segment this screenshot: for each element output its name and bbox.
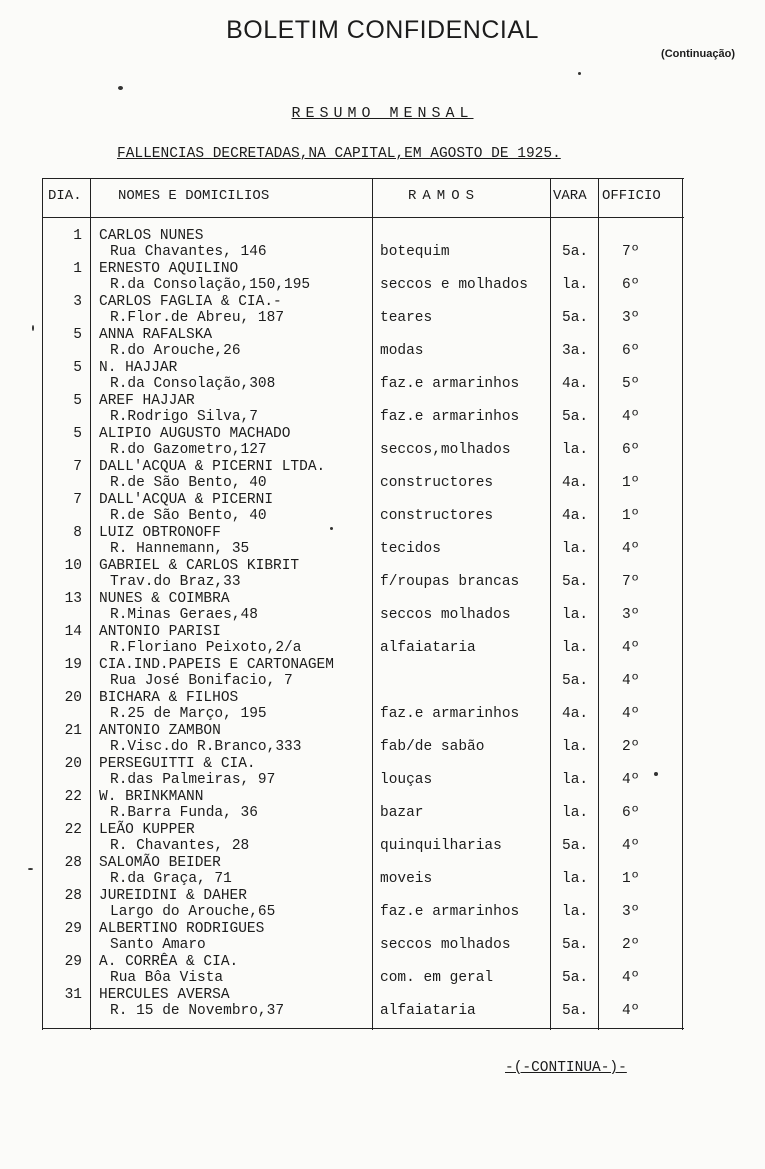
- row-name: CARLOS NUNES: [99, 228, 204, 244]
- document-title: BOLETIM CONFIDENCIAL: [226, 16, 539, 44]
- row-branch: tecidos: [380, 541, 441, 557]
- row-address: R.de São Bento, 40: [110, 508, 267, 524]
- column-divider-name: [372, 178, 373, 1030]
- row-name: NUNES & COIMBRA: [99, 591, 230, 607]
- row-court: 3a.: [562, 343, 589, 359]
- row-day: 20: [64, 690, 82, 706]
- row-office: 6º: [622, 343, 640, 359]
- row-day: 3: [73, 294, 82, 310]
- table-top-border: [42, 178, 684, 179]
- row-address: R.da Graça, 71: [110, 871, 232, 887]
- row-address: R.das Palmeiras, 97: [110, 772, 276, 788]
- continuation-label: (Continuação): [661, 48, 735, 60]
- row-address: R. Hannemann, 35: [110, 541, 250, 557]
- row-day: 28: [64, 855, 82, 871]
- summary-subtitle-text: RESUMO MENSAL: [291, 105, 474, 122]
- row-day: 1: [73, 228, 82, 244]
- row-court: 4a.: [562, 508, 589, 524]
- bankruptcy-table: [42, 178, 684, 1030]
- row-office: 4º: [622, 838, 640, 854]
- row-office: 4º: [622, 409, 640, 425]
- row-court: la.: [562, 640, 589, 656]
- row-court: 4a.: [562, 376, 589, 392]
- row-name: ANTONIO PARISI: [99, 624, 221, 640]
- ink-speck: [28, 868, 33, 870]
- row-office: 5º: [622, 376, 640, 392]
- row-office: 4º: [622, 1003, 640, 1019]
- row-name: CARLOS FAGLIA & CIA.-: [99, 294, 282, 310]
- row-branch: seccos,molhados: [380, 442, 511, 458]
- row-address: Rua José Bonifacio, 7: [110, 673, 293, 689]
- row-address: R.Floriano Peixoto,2/a: [110, 640, 302, 656]
- row-day: 22: [64, 789, 82, 805]
- row-branch: quinquilharias: [380, 838, 502, 854]
- row-address: Rua Bôa Vista: [110, 970, 224, 986]
- continues-footer: [505, 1060, 627, 1076]
- row-day: 5: [73, 393, 82, 409]
- row-office: 1º: [622, 871, 640, 887]
- row-branch: botequim: [380, 244, 450, 260]
- row-court: la.: [562, 277, 589, 293]
- row-name: ALIPIO AUGUSTO MACHADO: [99, 426, 291, 442]
- row-branch: fab/de sabão: [380, 739, 485, 755]
- row-office: 6º: [622, 805, 640, 821]
- row-day: 28: [64, 888, 82, 904]
- row-address: R.do Gazometro,127: [110, 442, 267, 458]
- row-court: la.: [562, 871, 589, 887]
- row-office: 4º: [622, 772, 640, 788]
- row-court: 5a.: [562, 970, 589, 986]
- row-office: 4º: [622, 706, 640, 722]
- row-address: R.do Arouche,26: [110, 343, 241, 359]
- row-office: 7º: [622, 244, 640, 260]
- row-court: 5a.: [562, 244, 589, 260]
- table-bottom-border: [42, 1028, 684, 1029]
- row-day: 5: [73, 360, 82, 376]
- row-branch: seccos molhados: [380, 937, 511, 953]
- row-court: la.: [562, 607, 589, 623]
- row-office: 2º: [622, 937, 640, 953]
- table-header-border: [42, 217, 684, 218]
- ink-speck: [118, 86, 123, 90]
- row-office: 6º: [622, 277, 640, 293]
- row-court: la.: [562, 904, 589, 920]
- row-day: 10: [64, 558, 82, 574]
- row-branch: faz.e armarinhos: [380, 409, 520, 425]
- row-branch: alfaiataria: [380, 640, 476, 656]
- row-address: Santo Amaro: [110, 937, 206, 953]
- row-day: 1: [73, 261, 82, 277]
- row-day: 5: [73, 426, 82, 442]
- row-branch: faz.e armarinhos: [380, 706, 520, 722]
- column-header-court: VARA: [553, 188, 587, 204]
- row-day: 20: [64, 756, 82, 772]
- row-address: R.25 de Março, 195: [110, 706, 267, 722]
- column-header-day: DIA.: [48, 188, 82, 204]
- row-name: BICHARA & FILHOS: [99, 690, 239, 706]
- row-day: 29: [64, 921, 82, 937]
- row-name: HERCULES AVERSA: [99, 987, 230, 1003]
- row-name: LUIZ OBTRONOFF: [99, 525, 221, 541]
- row-name: DALL'ACQUA & PICERNI LTDA.: [99, 459, 326, 475]
- column-divider-court: [598, 178, 599, 1030]
- row-name: ANNA RAFALSKA: [99, 327, 213, 343]
- row-branch: teares: [380, 310, 433, 326]
- row-branch: modas: [380, 343, 424, 359]
- table-right-border: [682, 178, 683, 1030]
- row-court: la.: [562, 541, 589, 557]
- column-divider-day: [90, 178, 91, 1030]
- row-day: 7: [73, 492, 82, 508]
- row-name: DALL'ACQUA & PICERNI: [99, 492, 274, 508]
- row-address: R.da Consolação,308: [110, 376, 276, 392]
- row-address: R. 15 de Novembro,37: [110, 1003, 285, 1019]
- row-name: AREF HAJJAR: [99, 393, 195, 409]
- row-name: W. BRINKMANN: [99, 789, 204, 805]
- row-office: 4º: [622, 541, 640, 557]
- ink-speck: [578, 72, 581, 75]
- ink-speck: [654, 772, 658, 776]
- row-office: 3º: [622, 904, 640, 920]
- row-day: 14: [64, 624, 82, 640]
- row-name: PERSEGUITTI & CIA.: [99, 756, 256, 772]
- row-branch: moveis: [380, 871, 433, 887]
- row-court: 5a.: [562, 409, 589, 425]
- row-court: la.: [562, 739, 589, 755]
- row-office: 6º: [622, 442, 640, 458]
- row-branch: constructores: [380, 508, 494, 524]
- row-address: Trav.do Braz,33: [110, 574, 241, 590]
- row-branch: com. em geral: [380, 970, 494, 986]
- row-branch: seccos molhados: [380, 607, 511, 623]
- row-branch: bazar: [380, 805, 424, 821]
- summary-subtitle: [0, 105, 765, 122]
- continues-text: -(-CONTINUA-)-: [505, 1060, 627, 1076]
- row-day: 29: [64, 954, 82, 970]
- row-address: R. Chavantes, 28: [110, 838, 250, 854]
- row-office: 2º: [622, 739, 640, 755]
- ink-speck: [330, 527, 333, 530]
- row-court: 4a.: [562, 706, 589, 722]
- row-name: ANTONIO ZAMBON: [99, 723, 221, 739]
- row-name: LEÃO KUPPER: [99, 822, 195, 838]
- column-divider-branch: [550, 178, 551, 1030]
- row-office: 1º: [622, 475, 640, 491]
- row-court: la.: [562, 442, 589, 458]
- row-address: R.Minas Geraes,48: [110, 607, 258, 623]
- row-office: 3º: [622, 607, 640, 623]
- row-office: 4º: [622, 673, 640, 689]
- row-day: 21: [64, 723, 82, 739]
- row-office: 4º: [622, 970, 640, 986]
- column-header-name: NOMES E DOMICILIOS: [118, 188, 270, 204]
- row-branch: constructores: [380, 475, 494, 491]
- row-address: R.Flor.de Abreu, 187: [110, 310, 285, 326]
- row-name: A. CORRÊA & CIA.: [99, 954, 239, 970]
- row-name: ALBERTINO RODRIGUES: [99, 921, 265, 937]
- row-day: 19: [64, 657, 82, 673]
- row-day: 5: [73, 327, 82, 343]
- row-office: 1º: [622, 508, 640, 524]
- row-address: R.Visc.do R.Branco,333: [110, 739, 302, 755]
- column-header-branch: RAMOS: [408, 188, 481, 204]
- report-heading: FALLENCIAS DECRETADAS,NA CAPITAL,EM AGOSTO DE 1925.: [117, 146, 561, 162]
- row-office: 3º: [622, 310, 640, 326]
- row-office: 7º: [622, 574, 640, 590]
- row-day: 8: [73, 525, 82, 541]
- row-branch: seccos e molhados: [380, 277, 528, 293]
- row-address: Largo do Arouche,65: [110, 904, 276, 920]
- row-name: GABRIEL & CARLOS KIBRIT: [99, 558, 300, 574]
- row-court: 5a.: [562, 574, 589, 590]
- row-court: 4a.: [562, 475, 589, 491]
- row-address: R.Rodrigo Silva,7: [110, 409, 258, 425]
- row-court: 5a.: [562, 1003, 589, 1019]
- row-day: 7: [73, 459, 82, 475]
- row-branch: alfaiataria: [380, 1003, 476, 1019]
- row-name: N. HAJJAR: [99, 360, 178, 376]
- row-office: 4º: [622, 640, 640, 656]
- row-court: la.: [562, 772, 589, 788]
- row-name: JUREIDINI & DAHER: [99, 888, 247, 904]
- row-day: 22: [64, 822, 82, 838]
- row-day: 31: [64, 987, 82, 1003]
- row-branch: faz.e armarinhos: [380, 376, 520, 392]
- row-name: ERNESTO AQUILINO: [99, 261, 239, 277]
- row-address: R.Barra Funda, 36: [110, 805, 258, 821]
- row-name: SALOMÃO BEIDER: [99, 855, 221, 871]
- row-address: R.de São Bento, 40: [110, 475, 267, 491]
- row-address: R.da Consolação,150,195: [110, 277, 311, 293]
- row-court: 5a.: [562, 310, 589, 326]
- row-name: CIA.IND.PAPEIS E CARTONAGEM: [99, 657, 334, 673]
- column-header-office: OFFICIO: [602, 188, 661, 204]
- row-branch: faz.e armarinhos: [380, 904, 520, 920]
- row-court: 5a.: [562, 838, 589, 854]
- row-branch: louças: [380, 772, 433, 788]
- row-court: 5a.: [562, 673, 589, 689]
- ink-speck: [32, 325, 34, 331]
- row-court: la.: [562, 805, 589, 821]
- row-court: 5a.: [562, 937, 589, 953]
- row-address: Rua Chavantes, 146: [110, 244, 267, 260]
- row-branch: f/roupas brancas: [380, 574, 520, 590]
- row-day: 13: [64, 591, 82, 607]
